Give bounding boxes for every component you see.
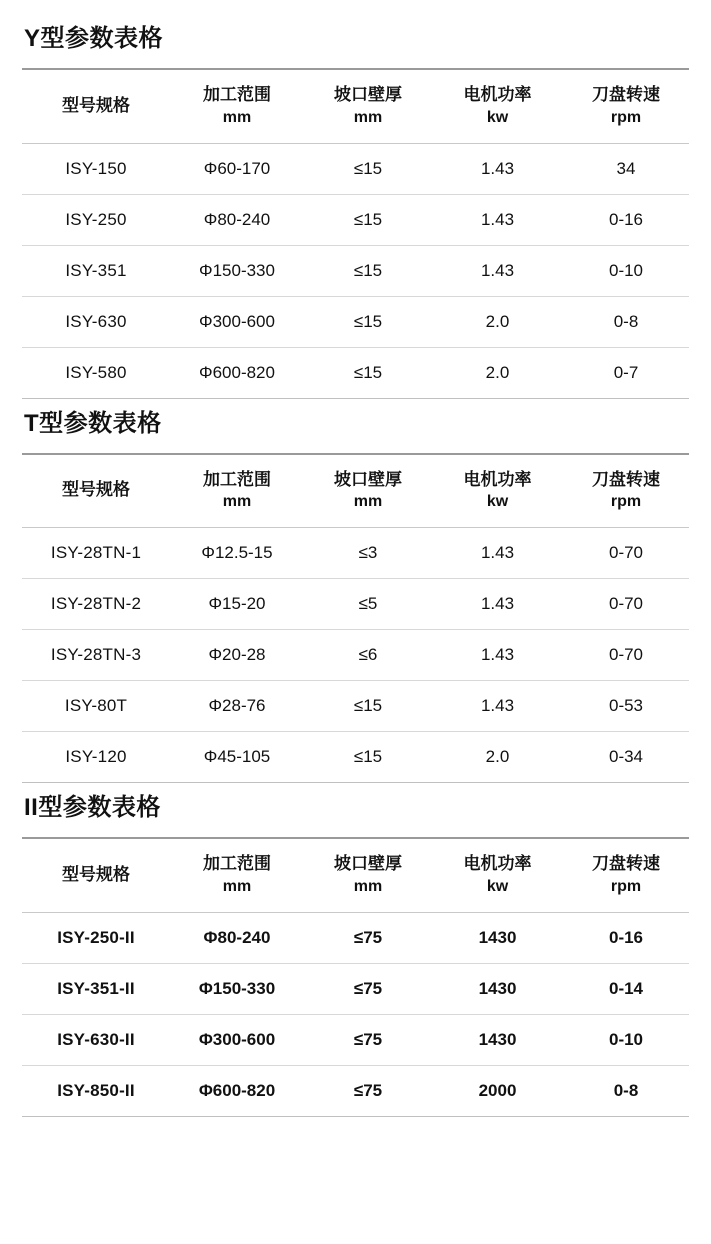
table-cell: 1.43	[432, 194, 563, 245]
table-cell: 2.0	[432, 347, 563, 398]
table-cell: 2.0	[432, 296, 563, 347]
table-cell: 1.43	[432, 143, 563, 194]
table-row	[22, 1014, 689, 1065]
model-cell: ISY-28TN-3	[22, 630, 170, 681]
table-cell: 0-70	[563, 579, 689, 630]
column-header	[563, 69, 689, 143]
table-cell: 0-7	[563, 347, 689, 398]
column-header-label: 刀盘转速	[592, 469, 660, 489]
column-header-label: 加工范围	[203, 469, 271, 489]
table-cell: 0-14	[563, 963, 689, 1014]
table-cell: 0-16	[563, 912, 689, 963]
table-row	[22, 912, 689, 963]
column-header-unit: kw	[486, 878, 509, 895]
table-cell: 1.43	[432, 579, 563, 630]
table-row	[22, 296, 689, 347]
parameter-section	[22, 793, 689, 1117]
table-cell: 0-70	[563, 528, 689, 579]
table-cell: Φ20-28	[170, 630, 304, 681]
table-cell: Φ28-76	[170, 681, 304, 732]
column-header	[22, 838, 170, 912]
table-cell: Φ600-820	[170, 347, 304, 398]
table-cell: 0-53	[563, 681, 689, 732]
table-cell: Φ600-820	[170, 1065, 304, 1116]
table-cell: Φ45-105	[170, 732, 304, 783]
column-header-label: 电机功率	[463, 469, 532, 489]
table-cell: ≤75	[304, 963, 432, 1014]
column-header	[170, 69, 304, 143]
column-header	[170, 454, 304, 528]
table-cell: ≤15	[304, 732, 432, 783]
column-header-label: 型号规格	[62, 864, 130, 884]
column-header-unit: mm	[353, 493, 383, 511]
column-header-unit: kw	[486, 493, 509, 511]
column-header	[432, 454, 563, 528]
column-header	[304, 69, 432, 143]
table-cell: 1430	[432, 912, 563, 963]
sections-container	[22, 24, 689, 1117]
table-cell: 0-16	[563, 194, 689, 245]
model-cell: ISY-28TN-2	[22, 579, 170, 630]
table-cell: 1430	[432, 963, 563, 1014]
column-header	[432, 69, 563, 143]
table-cell: ≤75	[304, 1065, 432, 1116]
model-cell: ISY-351	[22, 245, 170, 296]
table-cell: ≤15	[304, 347, 432, 398]
column-header-unit: mm	[353, 108, 383, 126]
table-cell: Φ60-170	[170, 143, 304, 194]
column-header-label: 加工范围	[203, 85, 271, 104]
table-cell: Φ12.5-15	[170, 528, 304, 579]
table-row	[22, 732, 689, 783]
table-row	[22, 630, 689, 681]
column-header-label: 刀盘转速	[592, 854, 660, 874]
model-cell: ISY-351-II	[22, 963, 170, 1014]
column-header-unit: kw	[486, 108, 509, 126]
table-cell: 0-8	[563, 296, 689, 347]
table-row	[22, 143, 689, 194]
table-cell: 1430	[432, 1014, 563, 1065]
column-header	[22, 69, 170, 143]
table-cell: 0-34	[563, 732, 689, 783]
column-header-unit: mm	[222, 108, 252, 126]
column-header-label: 型号规格	[62, 480, 130, 500]
table-cell: ≤15	[304, 296, 432, 347]
table-header-row	[22, 454, 689, 528]
column-header-unit: mm	[222, 878, 252, 895]
table-header-row	[22, 69, 689, 143]
table-row	[22, 194, 689, 245]
column-header-label: 型号规格	[62, 95, 130, 115]
model-cell: ISY-250	[22, 194, 170, 245]
parameter-table	[22, 837, 689, 1117]
table-cell: Φ15-20	[170, 579, 304, 630]
column-header	[304, 838, 432, 912]
model-cell: ISY-580	[22, 347, 170, 398]
column-header-unit: mm	[222, 493, 252, 511]
table-row	[22, 245, 689, 296]
table-cell: ≤15	[304, 681, 432, 732]
section-title: II型参数表格	[24, 794, 161, 822]
table-cell: Φ150-330	[170, 963, 304, 1014]
table-cell: 0-10	[563, 245, 689, 296]
column-header-unit: rpm	[610, 108, 642, 126]
table-cell: ≤15	[304, 194, 432, 245]
column-header-label: 刀盘转速	[592, 85, 660, 104]
table-cell: Φ150-330	[170, 245, 304, 296]
model-cell: ISY-80T	[22, 681, 170, 732]
table-cell: 1.43	[432, 528, 563, 579]
table-cell: ≤15	[304, 143, 432, 194]
section-title: Y型参数表格	[24, 25, 164, 52]
column-header-unit: mm	[353, 878, 383, 895]
model-cell: ISY-630-II	[22, 1014, 170, 1065]
model-cell: ISY-28TN-1	[22, 528, 170, 579]
table-cell: ≤3	[304, 528, 432, 579]
column-header	[563, 454, 689, 528]
column-header	[432, 838, 563, 912]
table-cell: Φ300-600	[170, 296, 304, 347]
parameter-section	[22, 409, 689, 784]
model-cell: ISY-120	[22, 732, 170, 783]
table-header-row	[22, 838, 689, 912]
model-cell: ISY-250-II	[22, 912, 170, 963]
column-header-unit: rpm	[610, 878, 642, 895]
column-header	[563, 838, 689, 912]
table-row	[22, 579, 689, 630]
parameter-table	[22, 68, 689, 399]
column-header	[22, 454, 170, 528]
parameter-table	[22, 453, 689, 784]
column-header-label: 电机功率	[463, 854, 532, 874]
column-header	[304, 454, 432, 528]
table-cell: 0-10	[563, 1014, 689, 1065]
table-cell: ≤75	[304, 912, 432, 963]
table-cell: ≤15	[304, 245, 432, 296]
table-cell: Φ300-600	[170, 1014, 304, 1065]
column-header-label: 坡口壁厚	[334, 854, 402, 874]
table-cell: Φ80-240	[170, 912, 304, 963]
table-cell: 34	[563, 143, 689, 194]
section-title: T型参数表格	[24, 409, 162, 437]
table-row	[22, 1065, 689, 1116]
table-cell: ≤5	[304, 579, 432, 630]
table-cell: 1.43	[432, 245, 563, 296]
table-row	[22, 681, 689, 732]
table-cell: ≤6	[304, 630, 432, 681]
column-header-label: 坡口壁厚	[334, 469, 402, 489]
table-row	[22, 528, 689, 579]
column-header-label: 加工范围	[203, 854, 271, 874]
table-cell: 2000	[432, 1065, 563, 1116]
table-cell: ≤75	[304, 1014, 432, 1065]
table-cell: 1.43	[432, 681, 563, 732]
model-cell: ISY-150	[22, 143, 170, 194]
model-cell: ISY-630	[22, 296, 170, 347]
table-cell: Φ80-240	[170, 194, 304, 245]
parameter-section	[22, 24, 689, 399]
model-cell: ISY-850-II	[22, 1065, 170, 1116]
column-header	[170, 838, 304, 912]
column-header-unit: rpm	[610, 493, 642, 511]
table-cell: 0-8	[563, 1065, 689, 1116]
table-cell: 2.0	[432, 732, 563, 783]
table-row	[22, 963, 689, 1014]
column-header-label: 电机功率	[463, 85, 532, 104]
table-cell: 1.43	[432, 630, 563, 681]
table-row	[22, 347, 689, 398]
table-cell: 0-70	[563, 630, 689, 681]
column-header-label: 坡口壁厚	[334, 85, 402, 104]
